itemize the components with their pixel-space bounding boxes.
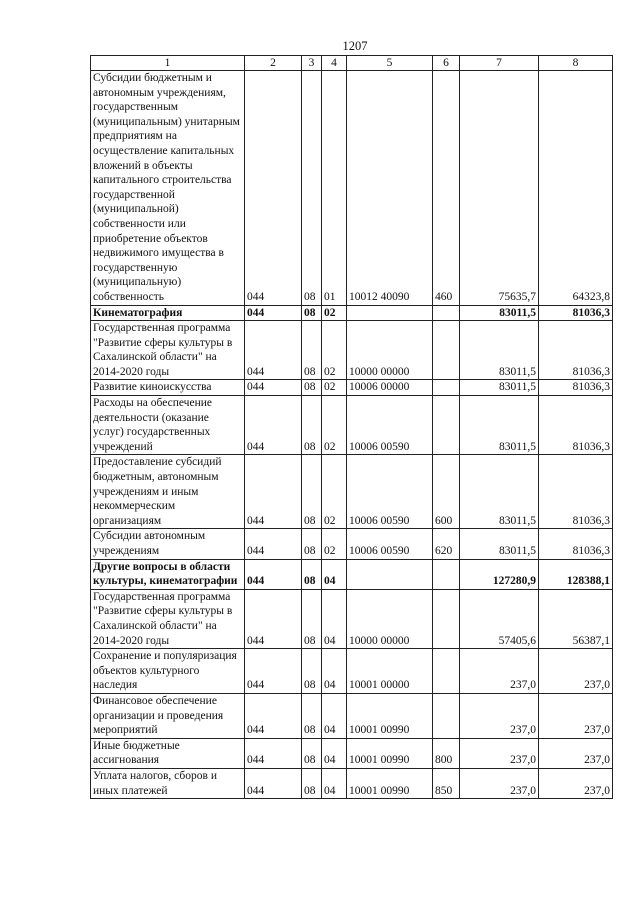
row-name: Субсидии автономным учреждениям: [91, 529, 245, 559]
target-article-code: 10001 00000: [347, 649, 433, 694]
target-article-code: 10012 40090: [347, 71, 433, 306]
table-row: [91, 305, 613, 321]
amount-year-1: 83011,5: [460, 455, 539, 529]
amount-year-1: 75635,7: [460, 71, 539, 306]
amount-year-1: 83011,5: [460, 396, 539, 455]
ministry-code: 044: [245, 559, 302, 589]
subsection-code: 04: [322, 768, 347, 798]
amount-year-2: 56387,1: [539, 589, 613, 648]
ministry-code: 044: [245, 649, 302, 694]
table-row: [91, 559, 613, 589]
subsection-code: 01: [322, 71, 347, 306]
table-row: [91, 321, 613, 380]
ministry-code: 044: [245, 321, 302, 380]
table-row: [91, 649, 613, 694]
expense-type-code: [433, 693, 460, 738]
subsection-code: 02: [322, 396, 347, 455]
column-header: 8: [539, 56, 613, 71]
amount-year-1: 237,0: [460, 738, 539, 768]
row-name: Развитие киноискусства: [91, 380, 245, 396]
column-header: 1: [91, 56, 245, 71]
ministry-code: 044: [245, 589, 302, 648]
column-header: 6: [433, 56, 460, 71]
subsection-code: 02: [322, 529, 347, 559]
section-code: 08: [302, 529, 322, 559]
amount-year-1: 83011,5: [460, 380, 539, 396]
target-article-code: 10006 00590: [347, 529, 433, 559]
target-article-code: 10000 00000: [347, 589, 433, 648]
table-row: [91, 71, 613, 306]
expense-type-code: [433, 305, 460, 321]
amount-year-2: 237,0: [539, 693, 613, 738]
amount-year-1: 237,0: [460, 768, 539, 798]
amount-year-2: 81036,3: [539, 321, 613, 380]
amount-year-2: 81036,3: [539, 396, 613, 455]
expense-type-code: [433, 380, 460, 396]
amount-year-1: 83011,5: [460, 529, 539, 559]
column-header: 2: [245, 56, 302, 71]
column-header: 7: [460, 56, 539, 71]
ministry-code: 044: [245, 738, 302, 768]
section-code: 08: [302, 396, 322, 455]
row-name: Субсидии бюджетным и автономным учреждениям, государственным (муниципальным) унитарным предприятиям на осуществление капитальных вложений в объекты капитального строительства государственной (муниципальной) собственности или приобретение объектов недвижимого имущества в государственную (муниципальную) собственность: [91, 71, 245, 306]
section-code: 08: [302, 649, 322, 694]
expense-type-code: [433, 589, 460, 648]
ministry-code: 044: [245, 693, 302, 738]
expense-type-code: 460: [433, 71, 460, 306]
page-number: 1207: [342, 39, 368, 53]
amount-year-1: 127280,9: [460, 559, 539, 589]
row-name: Кинематография: [91, 305, 245, 321]
table-row: [91, 455, 613, 529]
section-code: 08: [302, 305, 322, 321]
section-code: 08: [302, 559, 322, 589]
table-row: [91, 529, 613, 559]
row-name: Иные бюджетные ассигнования: [91, 738, 245, 768]
row-name: Уплата налогов, сборов и иных платежей: [91, 768, 245, 798]
row-name: Предоставление субсидий бюджетным, автономным учреждениям и иным некоммерческим организациям: [91, 455, 245, 529]
amount-year-2: 64323,8: [539, 71, 613, 306]
ministry-code: 044: [245, 71, 302, 306]
target-article-code: [347, 559, 433, 589]
table-row: [91, 380, 613, 396]
ministry-code: 044: [245, 380, 302, 396]
amount-year-2: 81036,3: [539, 455, 613, 529]
subsection-code: 04: [322, 649, 347, 694]
target-article-code: 10001 00990: [347, 738, 433, 768]
target-article-code: 10006 00590: [347, 455, 433, 529]
section-code: 08: [302, 768, 322, 798]
expense-type-code: [433, 649, 460, 694]
amount-year-2: 128388,1: [539, 559, 613, 589]
target-article-code: 10001 00990: [347, 768, 433, 798]
expense-type-code: 600: [433, 455, 460, 529]
table-row: [91, 768, 613, 798]
subsection-code: 02: [322, 305, 347, 321]
row-name: Государственная программа "Развитие сферы культуры в Сахалинской области" на 2014-2020 годы: [91, 589, 245, 648]
subsection-code: 04: [322, 559, 347, 589]
expense-type-code: 620: [433, 529, 460, 559]
ministry-code: 044: [245, 529, 302, 559]
section-code: 08: [302, 589, 322, 648]
column-header: 5: [347, 56, 433, 71]
expense-type-code: 850: [433, 768, 460, 798]
subsection-code: 04: [322, 738, 347, 768]
amount-year-1: 237,0: [460, 649, 539, 694]
row-name: Государственная программа "Развитие сферы культуры в Сахалинской области" на 2014-2020 годы: [91, 321, 245, 380]
amount-year-2: 237,0: [539, 649, 613, 694]
subsection-code: 02: [322, 321, 347, 380]
target-article-code: 10001 00990: [347, 693, 433, 738]
budget-table: [90, 55, 613, 799]
section-code: 08: [302, 380, 322, 396]
subsection-code: 02: [322, 380, 347, 396]
ministry-code: 044: [245, 768, 302, 798]
table-row: [91, 396, 613, 455]
table-row: [91, 693, 613, 738]
amount-year-2: 237,0: [539, 768, 613, 798]
table-body: [91, 71, 613, 799]
expense-type-code: [433, 559, 460, 589]
amount-year-2: 81036,3: [539, 305, 613, 321]
row-name: Другие вопросы в области культуры, кинематографии: [91, 559, 245, 589]
section-code: 08: [302, 693, 322, 738]
expense-type-code: [433, 321, 460, 380]
target-article-code: [347, 305, 433, 321]
amount-year-1: 57405,6: [460, 589, 539, 648]
table-row: [91, 738, 613, 768]
target-article-code: 10006 00590: [347, 396, 433, 455]
ministry-code: 044: [245, 305, 302, 321]
subsection-code: 02: [322, 455, 347, 529]
expense-type-code: 800: [433, 738, 460, 768]
row-name: Финансовое обеспечение организации и проведения мероприятий: [91, 693, 245, 738]
column-header: 3: [302, 56, 322, 71]
amount-year-1: 83011,5: [460, 305, 539, 321]
section-code: 08: [302, 738, 322, 768]
row-name: Сохранение и популяризация объектов культурного наследия: [91, 649, 245, 694]
amount-year-2: 81036,3: [539, 380, 613, 396]
ministry-code: 044: [245, 396, 302, 455]
section-code: 08: [302, 321, 322, 380]
amount-year-1: 83011,5: [460, 321, 539, 380]
expense-type-code: [433, 396, 460, 455]
ministry-code: 044: [245, 455, 302, 529]
amount-year-2: 81036,3: [539, 529, 613, 559]
table-header-row: [91, 56, 613, 71]
amount-year-1: 237,0: [460, 693, 539, 738]
section-code: 08: [302, 71, 322, 306]
target-article-code: 10006 00000: [347, 380, 433, 396]
amount-year-2: 237,0: [539, 738, 613, 768]
subsection-code: 04: [322, 693, 347, 738]
row-name: Расходы на обеспечение деятельности (оказание услуг) государственных учреждений: [91, 396, 245, 455]
target-article-code: 10000 00000: [347, 321, 433, 380]
column-header: 4: [322, 56, 347, 71]
section-code: 08: [302, 455, 322, 529]
subsection-code: 04: [322, 589, 347, 648]
table-row: [91, 589, 613, 648]
